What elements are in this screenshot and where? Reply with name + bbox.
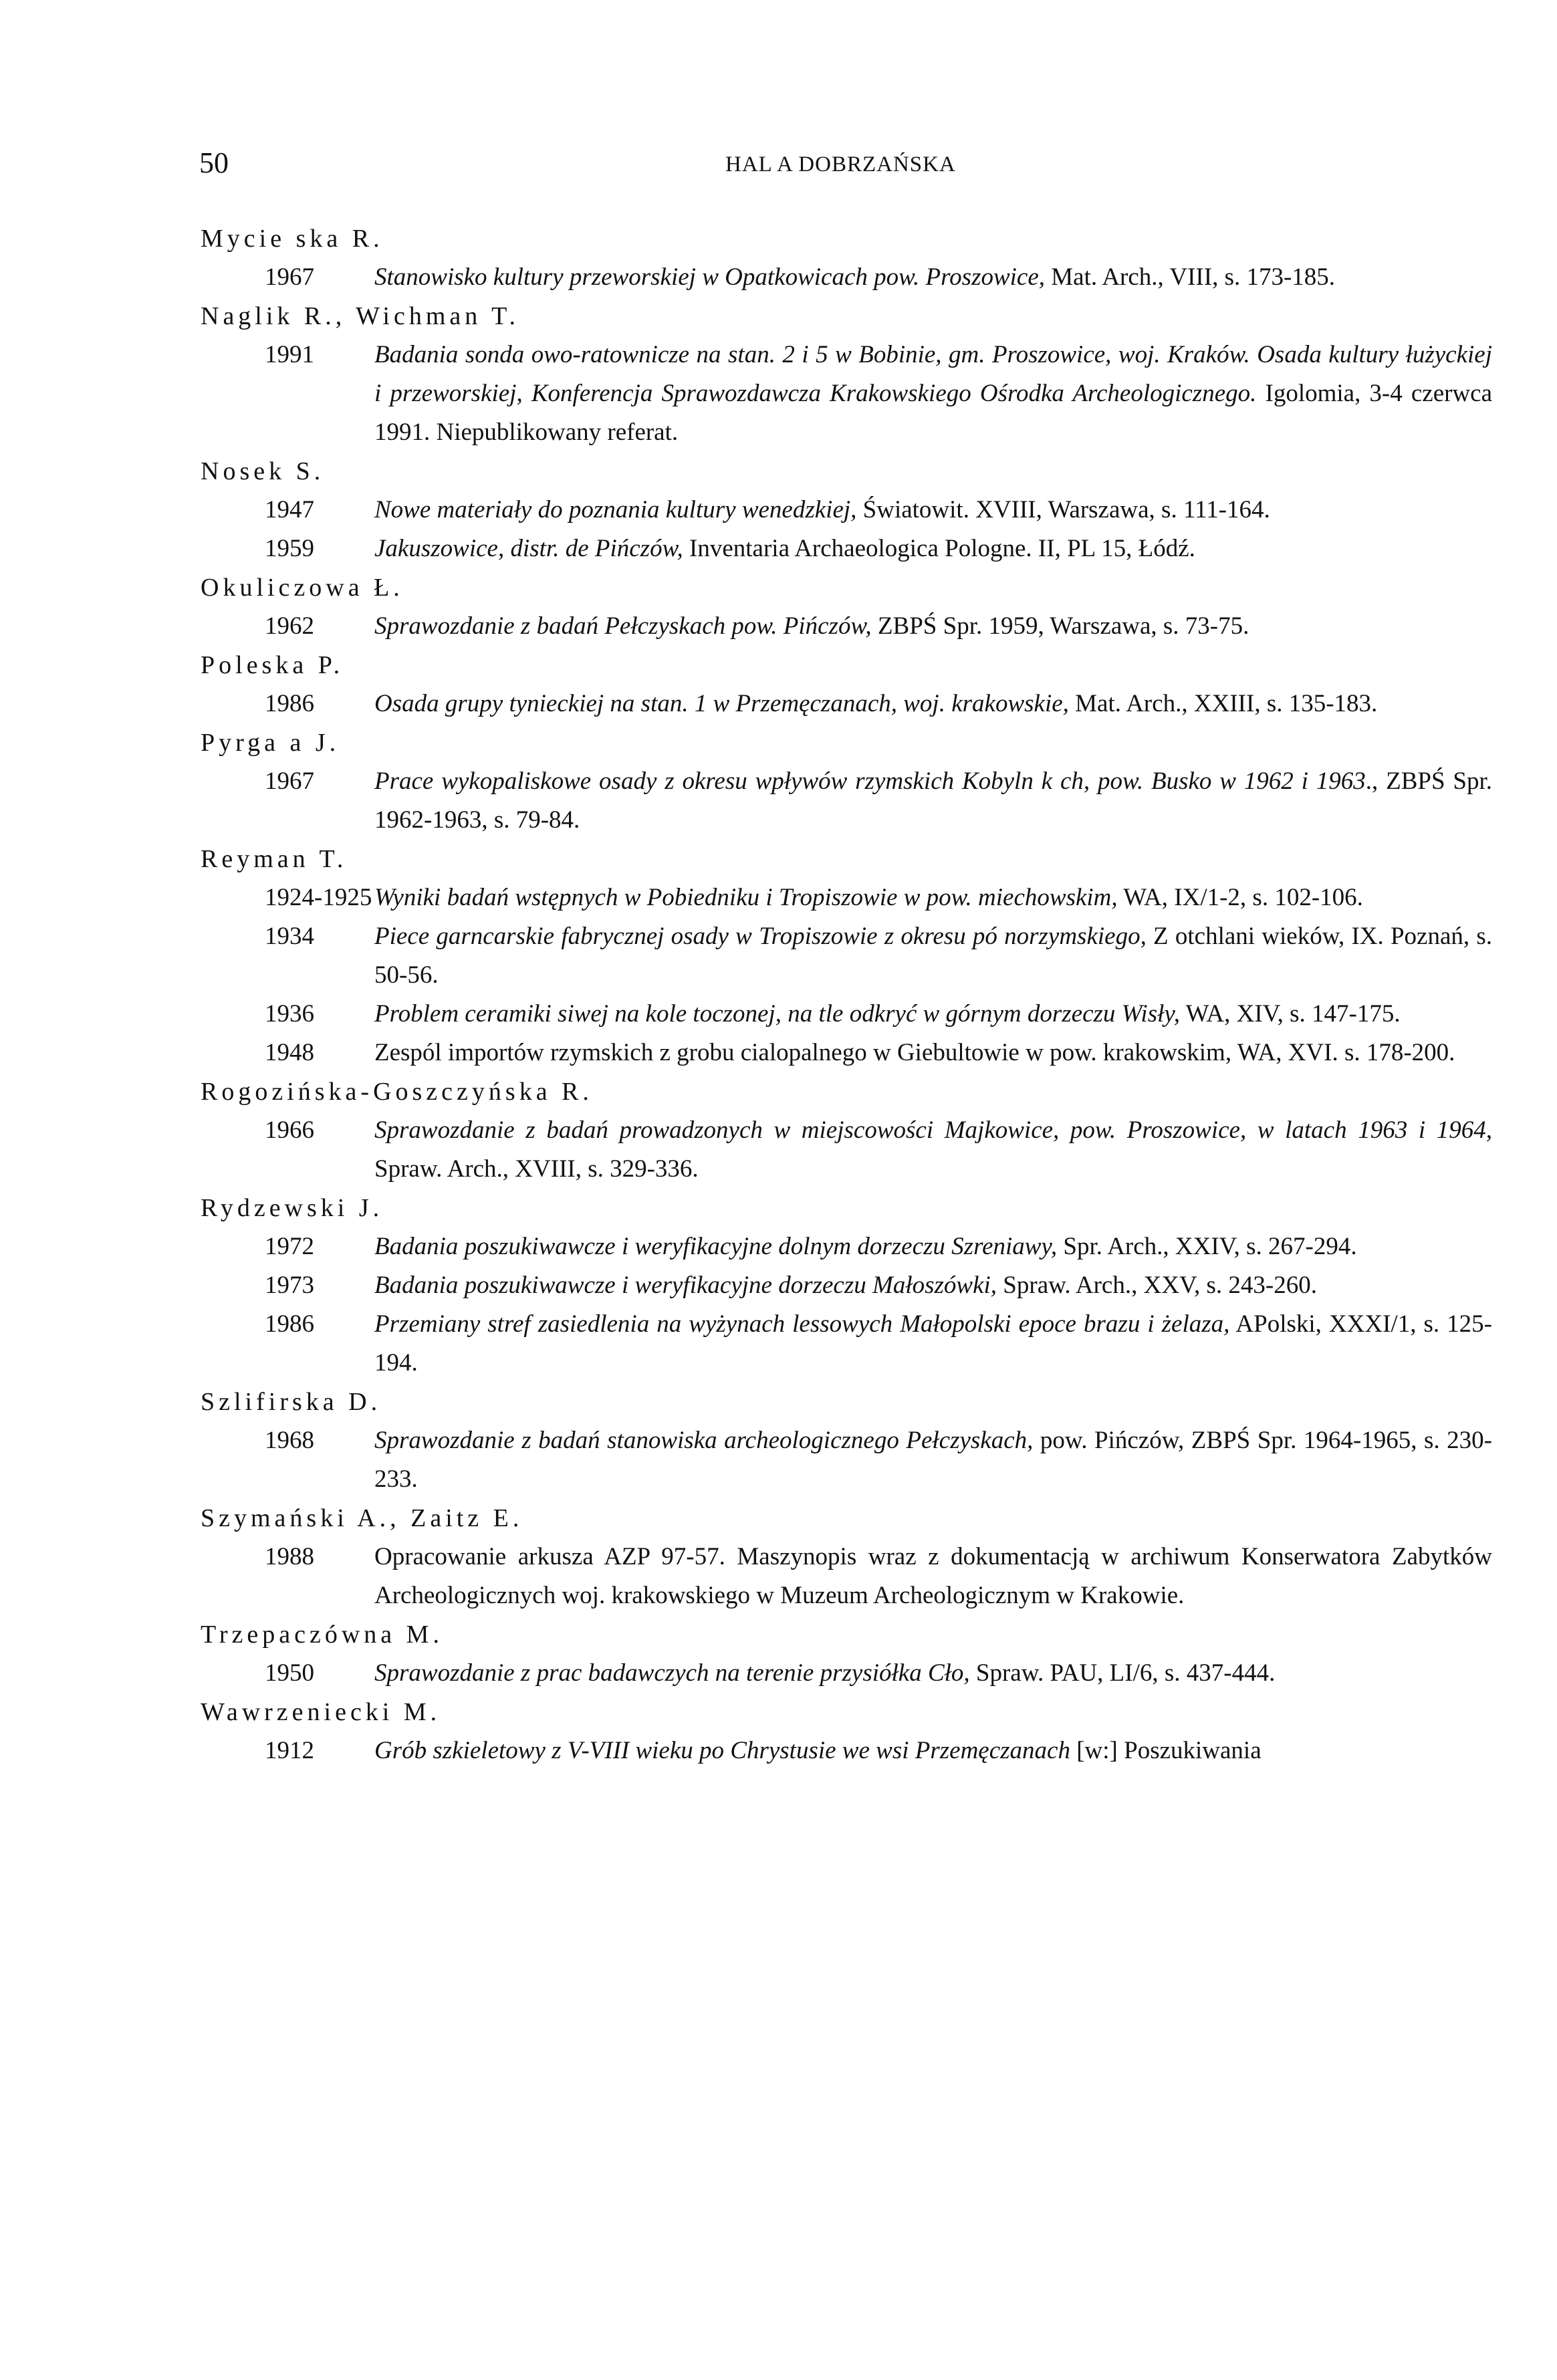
work-year: 1924-1925 [265, 884, 372, 911]
work-publication: WA, XIV, s. 147-175. [1180, 1000, 1401, 1028]
work-year: 1988 [265, 1543, 314, 1570]
work-description [374, 762, 1492, 840]
work-year: 1972 [265, 1233, 314, 1260]
work-publication: Spraw. Arch., XVIII, s. 329-336. [374, 1155, 699, 1183]
author-name: Mycie ska R. [201, 225, 384, 253]
author-name: Wawrzeniecki M. [201, 1698, 441, 1726]
bibliography-entry [201, 1383, 1492, 1499]
work-description [374, 336, 1492, 452]
work-year: 1959 [265, 535, 314, 562]
bibliography-entry [201, 646, 1492, 723]
author-name: Reyman T. [201, 845, 348, 873]
work-title: Badania poszukiwawcze i weryfikacyjne dorzeczu Małoszówki, [374, 1272, 997, 1299]
work-publication: Spr. Arch., XXIV, s. 267-294. [1057, 1233, 1357, 1260]
work-title: Grób szkieletowy z V-VIII wieku po Chrystusie we wsi Przemęczanach [374, 1737, 1070, 1764]
running-head: HAL A DOBRZAŃSKA [725, 152, 956, 176]
work-description [374, 529, 1492, 568]
work-title: Problem ceramiki siwej na kole toczonej, na tle odkryć w górnym dorzeczu Wisły, [374, 1000, 1181, 1028]
work-title: Sprawozdanie z badań Pełczyskach pow. Pińczów, [374, 612, 872, 640]
work-year: 1962 [265, 612, 314, 640]
author-name: Rogozińska-Goszczyńska R. [201, 1078, 593, 1106]
work-title: Nowe materiały do poznania kultury wenedzkiej, [374, 496, 857, 523]
work-title: Sprawozdanie z badań prowadzonych w miejscowości Majkowice, pow. Proszowice, w latach 1963 i 1964, [374, 1116, 1492, 1144]
bibliography-entry [201, 1693, 1492, 1770]
work-year: 1991 [265, 341, 314, 368]
work-publication: ., ZBPŚ Spr. 1962-1963, s. 79-84. [374, 767, 1492, 834]
bibliography-entry [201, 1499, 1492, 1615]
work-year: 1948 [265, 1039, 314, 1066]
work-year: 1973 [265, 1272, 314, 1299]
work-year: 1912 [265, 1737, 314, 1764]
work-description [374, 917, 1492, 995]
work-description [374, 995, 1492, 1034]
work-item [201, 1111, 1492, 1189]
bibliography-entry [201, 297, 1492, 452]
work-year: 1968 [265, 1427, 314, 1454]
work-publication: Igolomia, 3-4 czerwca 1991. Niepublikowany referat. [374, 380, 1493, 446]
work-item [201, 995, 1492, 1034]
work-title: Wyniki badań wstępnych w Pobiedniku i Tropiszowie w pow. miechowskim, [374, 884, 1118, 911]
work-year: 1966 [265, 1116, 314, 1144]
work-item [201, 917, 1492, 995]
author-name: Szlifirska D. [201, 1388, 382, 1416]
work-description [374, 1227, 1492, 1266]
work-item [201, 491, 1492, 529]
work-title: Jakuszowice, distr. de Pińczów, [374, 535, 683, 562]
work-description [374, 1421, 1492, 1499]
work-year: 1967 [265, 767, 314, 795]
work-publication: Z otchlani wieków, IX. Poznań, s. 50-56. [374, 923, 1493, 989]
work-description [374, 878, 1492, 917]
work-publication: pow. Pińczów, ZBPŚ Spr. 1964-1965, s. 230-233. [374, 1427, 1492, 1493]
page-header [0, 146, 1557, 186]
work-title: Prace wykopaliskowe osady z okresu wpływów rzymskich Kobyln k ch, pow. Busko w 1962 i 1963 [374, 767, 1366, 795]
work-item [201, 258, 1492, 297]
work-description [374, 1034, 1492, 1072]
work-publication: ZBPŚ Spr. 1959, Warszawa, s. 73-75. [871, 612, 1249, 640]
work-item [201, 685, 1492, 723]
bibliography-entry [201, 840, 1492, 1072]
work-publication: Mat. Arch., XXIII, s. 135-183. [1068, 690, 1378, 717]
bibliography-entry [201, 452, 1492, 568]
work-publication: Zespól importów rzymskich z grobu cialopalnego w Giebultowie w pow. krakowskim, WA, XVI. s. 178-200. [374, 1039, 1455, 1066]
author-name: Okuliczowa Ł. [201, 574, 404, 602]
work-title: Osada grupy tynieckiej na stan. 1 w Przemęczanach, woj. krakowskie, [374, 690, 1069, 717]
work-publication: Spraw. Arch., XXV, s. 243-260. [997, 1272, 1317, 1299]
bibliography-entry [201, 1189, 1492, 1383]
author-name: Pyrga a J. [201, 729, 340, 757]
work-description [374, 685, 1492, 723]
work-item [201, 1227, 1492, 1266]
work-publication: APolski, XXXI/1, s. 125-194. [374, 1310, 1493, 1377]
work-publication: Inventaria Archaeologica Pologne. II, PL 15, Łódź. [683, 535, 1195, 562]
page-number: 50 [199, 146, 229, 179]
work-title: Sprawozdanie z badań stanowiska archeologicznego Pełczyskach, [374, 1427, 1034, 1454]
work-item [201, 762, 1492, 840]
work-description [374, 1732, 1492, 1770]
work-publication: Opracowanie arkusza AZP 97-57. Maszynopis wraz z dokumentacją w archiwum Konserwatora Zabytków Archeologicznych woj. krakowskiego w Muzeum Archeologicznym w Krakowie. [374, 1543, 1492, 1609]
work-description [374, 1266, 1492, 1305]
work-item [201, 878, 1492, 917]
work-publication: WA, IX/1-2, s. 102-106. [1117, 884, 1363, 911]
work-item [201, 1538, 1492, 1615]
author-name: Trzepaczówna M. [201, 1621, 443, 1649]
work-description [374, 258, 1492, 297]
work-year: 1986 [265, 690, 314, 717]
work-description [374, 1654, 1492, 1693]
work-title: Badania sonda owo-ratownicze na stan. 2 i 5 w Bobinie, gm. Proszowice, woj. Kraków. Osada kultury łużyckiej i przeworskiej, Konferencja Sprawozdawcza Krakowskiego Ośrodka Archeologicznego. [374, 341, 1492, 407]
work-title: Stanowisko kultury przeworskiej w Opatkowicach pow. Proszowice, [374, 263, 1046, 291]
work-item [201, 1732, 1492, 1770]
work-publication: [w:] Poszukiwania [1070, 1737, 1262, 1764]
author-name: Poleska P. [201, 651, 344, 679]
author-name: Szymański A., Zaitz E. [201, 1504, 523, 1532]
work-description [374, 1111, 1492, 1189]
work-title: Badania poszukiwawcze i weryfikacyjne dolnym dorzeczu Szreniawy, [374, 1233, 1058, 1260]
work-publication: Światowit. XVIII, Warszawa, s. 111-164. [856, 496, 1270, 523]
work-year: 1947 [265, 496, 314, 523]
work-item [201, 1654, 1492, 1693]
work-item [201, 1421, 1492, 1499]
work-year: 1950 [265, 1659, 314, 1687]
work-year: 1934 [265, 923, 314, 950]
author-name: Nosek S. [201, 457, 325, 485]
work-title: Sprawozdanie z prac badawczych na terenie przysiółka Cło, [374, 1659, 970, 1687]
work-description [374, 491, 1492, 529]
work-item [201, 1266, 1492, 1305]
work-description [374, 1538, 1492, 1615]
work-title: Piece garncarskie fabrycznej osady w Tropiszowie z okresu pó norzymskiego, [374, 923, 1147, 950]
work-publication: Mat. Arch., VIII, s. 173-185. [1045, 263, 1336, 291]
work-description [374, 607, 1492, 646]
bibliography-entry [201, 1615, 1492, 1693]
bibliography-entry [201, 219, 1492, 297]
work-item [201, 1034, 1492, 1072]
author-name: Naglik R., Wichman T. [201, 302, 519, 330]
work-year: 1986 [265, 1310, 314, 1338]
work-item [201, 529, 1492, 568]
work-year: 1967 [265, 263, 314, 291]
work-year: 1936 [265, 1000, 314, 1028]
work-item [201, 1305, 1492, 1383]
bibliography-entry [201, 723, 1492, 840]
work-item [201, 607, 1492, 646]
bibliography [201, 219, 1492, 1770]
bibliography-entry [201, 568, 1492, 646]
work-publication: Spraw. PAU, LI/6, s. 437-444. [969, 1659, 1276, 1687]
work-title: Przemiany stref zasiedlenia na wyżynach lessowych Małopolski epoce brazu i żelaza, [374, 1310, 1230, 1338]
work-description [374, 1305, 1492, 1383]
author-name: Rydzewski J. [201, 1194, 384, 1222]
work-item [201, 336, 1492, 452]
bibliography-entry [201, 1072, 1492, 1189]
